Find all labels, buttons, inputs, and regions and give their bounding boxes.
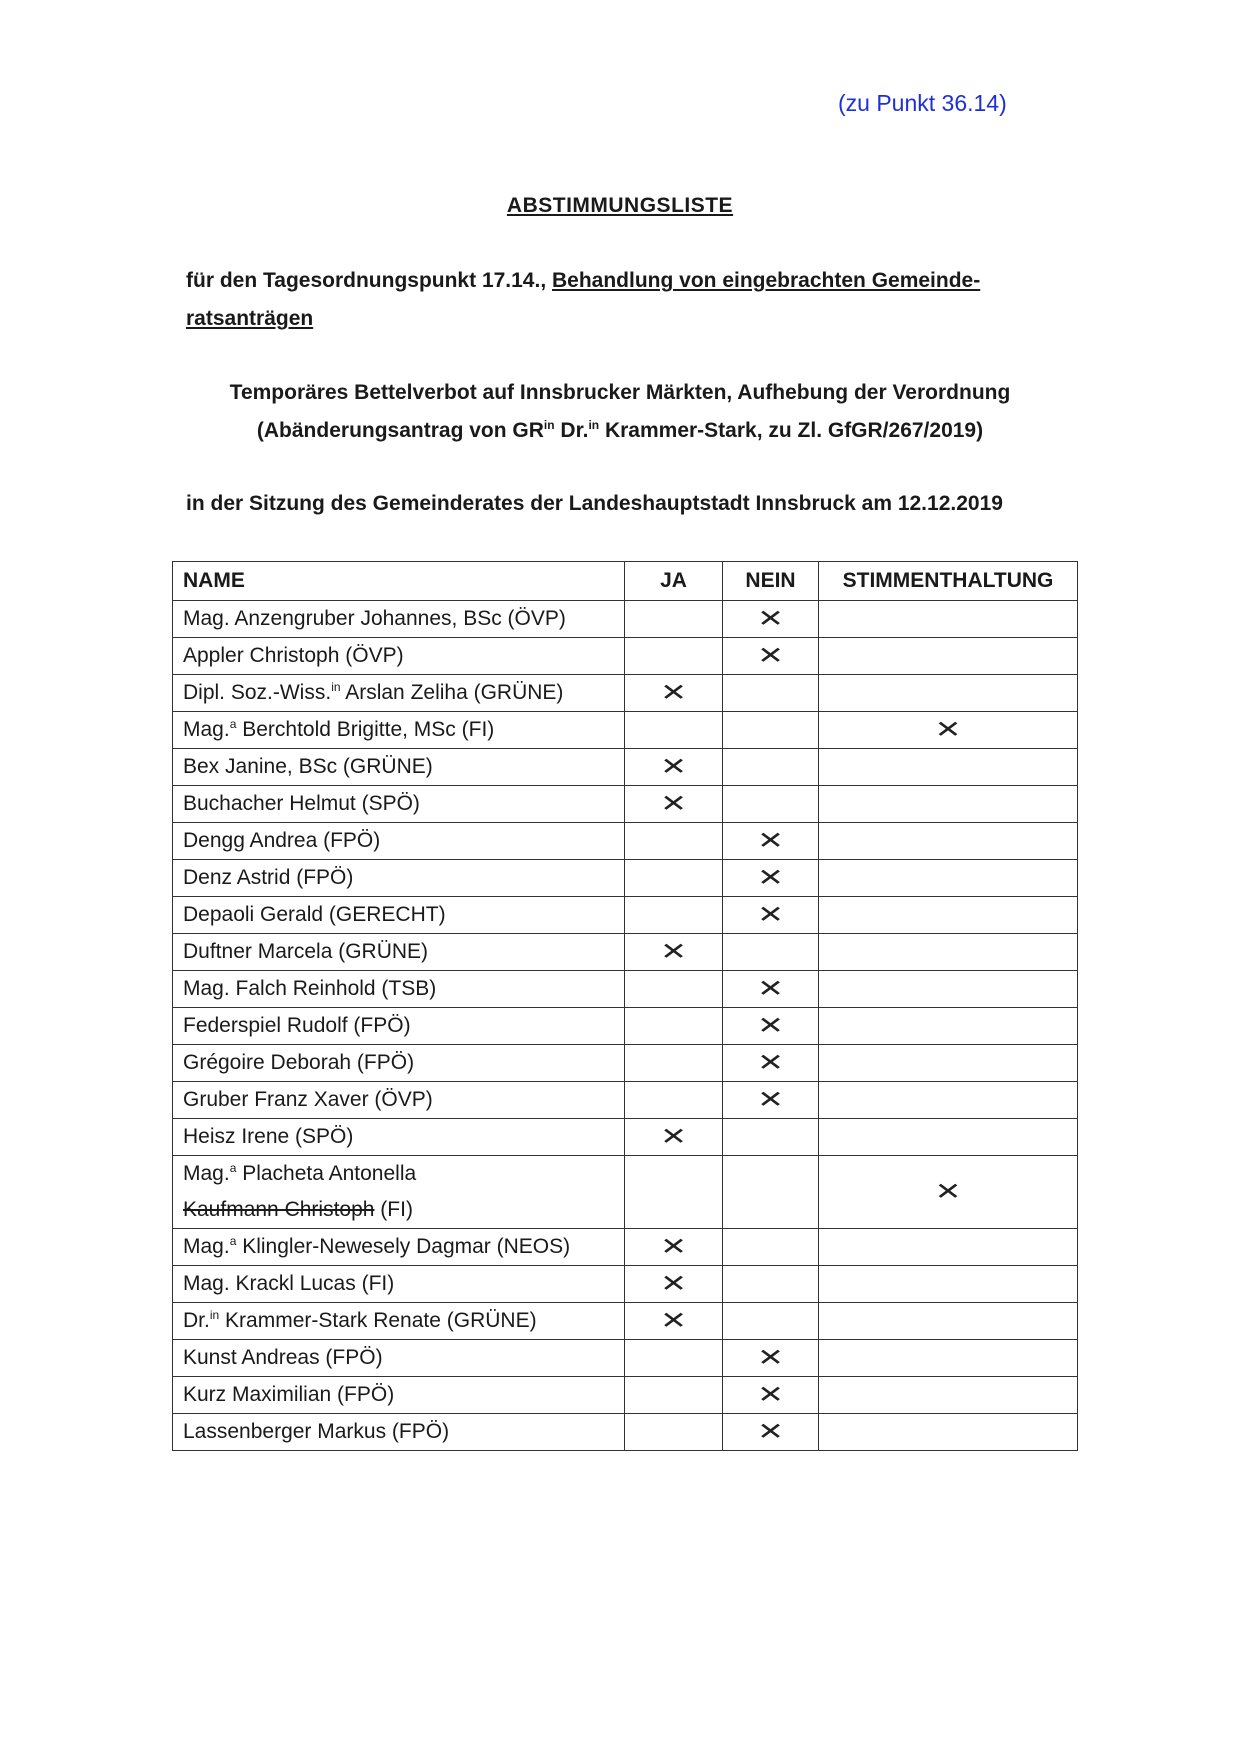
member-name-text: Placheta Antonella bbox=[236, 1162, 417, 1185]
vote-cell-nein bbox=[723, 1303, 819, 1340]
member-name-text: Lassenberger Markus (FPÖ) bbox=[183, 1420, 450, 1443]
vote-cell-nein bbox=[723, 638, 819, 675]
reference-note: (zu Punkt 36.14) bbox=[838, 90, 1007, 116]
cross-mark-icon: ✕ bbox=[757, 1010, 784, 1040]
table-row bbox=[173, 1266, 1078, 1303]
vote-cell-enthaltung bbox=[819, 823, 1078, 860]
agenda-topic-1: Behandlung von eingebrachten Gemeinde- bbox=[552, 269, 981, 292]
vote-cell-enthaltung bbox=[819, 897, 1078, 934]
table-row bbox=[173, 712, 1078, 749]
member-title: Mag. bbox=[183, 1235, 230, 1258]
vote-cell-nein bbox=[723, 1045, 819, 1082]
table-row bbox=[173, 1377, 1078, 1414]
header-name: NAME bbox=[173, 562, 625, 601]
vote-cell-enthaltung bbox=[819, 601, 1078, 638]
table-row bbox=[173, 971, 1078, 1008]
vote-cell-enthaltung bbox=[819, 1045, 1078, 1082]
member-title-sup: a bbox=[229, 1234, 237, 1248]
cross-mark-icon: ✕ bbox=[757, 603, 784, 633]
vote-cell-enthaltung bbox=[819, 934, 1078, 971]
vote-cell-ja bbox=[625, 675, 723, 712]
member-name-text: Denz Astrid (FPÖ) bbox=[183, 866, 354, 889]
member-title-sup: a bbox=[229, 1161, 237, 1175]
member-name-text: Dengg Andrea (FPÖ) bbox=[183, 829, 381, 852]
vote-cell-ja bbox=[625, 1266, 723, 1303]
member-name bbox=[173, 1119, 625, 1156]
vote-cell-enthaltung bbox=[819, 1266, 1078, 1303]
vote-cell-ja bbox=[625, 638, 723, 675]
member-name-text: Federspiel Rudolf (FPÖ) bbox=[183, 1014, 411, 1037]
cross-mark-icon: ✕ bbox=[757, 1342, 784, 1372]
member-title-sup: a bbox=[229, 717, 237, 731]
member-party: (FI) bbox=[374, 1198, 413, 1221]
cross-mark-icon: ✕ bbox=[757, 640, 784, 670]
cross-mark-icon: ✕ bbox=[660, 1268, 687, 1298]
cross-mark-icon: ✕ bbox=[757, 899, 784, 929]
member-name bbox=[173, 1045, 625, 1082]
vote-cell-ja bbox=[625, 1119, 723, 1156]
table-row bbox=[173, 1340, 1078, 1377]
vote-cell-nein bbox=[723, 1377, 819, 1414]
vote-cell-ja bbox=[625, 1414, 723, 1451]
vote-cell-enthaltung bbox=[819, 749, 1078, 786]
session-line: in der Sitzung des Gemeinderates der Landeshauptstadt Innsbruck am 12.12.2019 bbox=[186, 492, 1003, 515]
table-row bbox=[173, 823, 1078, 860]
header-ja: JA bbox=[625, 562, 723, 601]
table-row bbox=[173, 749, 1078, 786]
vote-cell-ja bbox=[625, 971, 723, 1008]
vote-cell-nein bbox=[723, 1082, 819, 1119]
vote-cell-enthaltung bbox=[819, 786, 1078, 823]
table-row bbox=[173, 601, 1078, 638]
member-title: Dr. bbox=[183, 1309, 210, 1332]
member-name-text: Kunst Andreas (FPÖ) bbox=[183, 1346, 383, 1369]
member-name bbox=[173, 1082, 625, 1119]
member-name bbox=[173, 897, 625, 934]
table-row bbox=[173, 1414, 1078, 1451]
member-name bbox=[173, 1229, 625, 1266]
cross-mark-icon: ✕ bbox=[757, 862, 784, 892]
table-row bbox=[173, 1156, 1078, 1229]
table-row bbox=[173, 1045, 1078, 1082]
vote-cell-nein bbox=[723, 934, 819, 971]
vote-cell-ja bbox=[625, 712, 723, 749]
table-row bbox=[173, 1008, 1078, 1045]
member-name bbox=[173, 601, 625, 638]
member-name-text: Gruber Franz Xaver (ÖVP) bbox=[183, 1088, 433, 1111]
agenda-line-1 bbox=[186, 262, 1066, 300]
member-name bbox=[173, 1303, 625, 1340]
vote-cell-enthaltung bbox=[819, 860, 1078, 897]
member-name-text: Buchacher Helmut (SPÖ) bbox=[183, 792, 420, 815]
vote-cell-enthaltung bbox=[819, 712, 1078, 749]
vote-cell-ja bbox=[625, 897, 723, 934]
cross-mark-icon: ✕ bbox=[757, 1047, 784, 1077]
cross-mark-icon: ✕ bbox=[660, 1231, 687, 1261]
agenda-topic-2: ratsanträgen bbox=[186, 307, 314, 330]
member-name-text: Heisz Irene (SPÖ) bbox=[183, 1125, 354, 1148]
table-row bbox=[173, 638, 1078, 675]
vote-cell-ja bbox=[625, 823, 723, 860]
table-row bbox=[173, 1229, 1078, 1266]
vote-cell-nein bbox=[723, 1156, 819, 1229]
member-name bbox=[173, 1156, 625, 1229]
member-name bbox=[173, 971, 625, 1008]
vote-cell-ja bbox=[625, 1008, 723, 1045]
vote-cell-nein bbox=[723, 1229, 819, 1266]
member-name bbox=[173, 823, 625, 860]
member-name-text: Mag. Falch Reinhold (TSB) bbox=[183, 977, 437, 1000]
member-name-text: Bex Janine, BSc (GRÜNE) bbox=[183, 755, 433, 778]
vote-table bbox=[172, 561, 1078, 1451]
table-row bbox=[173, 1082, 1078, 1119]
member-name bbox=[173, 712, 625, 749]
vote-cell-nein bbox=[723, 786, 819, 823]
vote-cell-nein bbox=[723, 749, 819, 786]
member-name bbox=[173, 860, 625, 897]
cross-mark-icon: ✕ bbox=[660, 751, 687, 781]
member-title-sup: in bbox=[209, 1308, 220, 1322]
vote-cell-enthaltung bbox=[819, 1156, 1078, 1229]
vote-cell-ja bbox=[625, 1156, 723, 1229]
vote-cell-ja bbox=[625, 1045, 723, 1082]
member-name bbox=[173, 675, 625, 712]
cross-mark-icon: ✕ bbox=[934, 1176, 962, 1206]
vote-cell-nein bbox=[723, 601, 819, 638]
motion-sup-2: in bbox=[588, 418, 600, 432]
member-name bbox=[173, 1414, 625, 1451]
table-header-row bbox=[173, 562, 1078, 601]
member-name bbox=[173, 1266, 625, 1303]
table-row bbox=[173, 860, 1078, 897]
vote-cell-nein bbox=[723, 860, 819, 897]
member-name-text: Kurz Maximilian (FPÖ) bbox=[183, 1383, 395, 1406]
agenda-line-2 bbox=[186, 300, 1066, 338]
vote-cell-ja bbox=[625, 749, 723, 786]
member-title: Mag. bbox=[183, 718, 230, 741]
member-name-text: Arslan Zeliha (GRÜNE) bbox=[340, 681, 564, 704]
cross-mark-icon: ✕ bbox=[660, 936, 687, 966]
member-name-text: Mag. Krackl Lucas (FI) bbox=[183, 1272, 395, 1295]
vote-cell-enthaltung bbox=[819, 1414, 1078, 1451]
header-nein: NEIN bbox=[723, 562, 819, 601]
vote-cell-enthaltung bbox=[819, 1008, 1078, 1045]
table-row bbox=[173, 1119, 1078, 1156]
member-name-text: Mag. Anzengruber Johannes, BSc (ÖVP) bbox=[183, 607, 566, 630]
vote-cell-nein bbox=[723, 712, 819, 749]
vote-cell-enthaltung bbox=[819, 1340, 1078, 1377]
document-title: ABSTIMMUNGSLISTE bbox=[506, 194, 734, 217]
motion-sup-1: in bbox=[543, 418, 555, 432]
struck-name: Kaufmann Christoph bbox=[183, 1198, 375, 1221]
motion-line-2 bbox=[0, 412, 1240, 450]
member-name-text: Berchtold Brigitte, MSc (FI) bbox=[236, 718, 495, 741]
motion-text-a: (Abänderungsantrag von GR bbox=[256, 419, 544, 442]
vote-cell-ja bbox=[625, 1377, 723, 1414]
member-name-text: Grégoire Deborah (FPÖ) bbox=[183, 1051, 415, 1074]
cross-mark-icon: ✕ bbox=[660, 1121, 687, 1151]
vote-cell-enthaltung bbox=[819, 1303, 1078, 1340]
cross-mark-icon: ✕ bbox=[660, 788, 687, 818]
vote-cell-ja bbox=[625, 1303, 723, 1340]
cross-mark-icon: ✕ bbox=[934, 714, 962, 744]
motion-text-b: Dr. bbox=[554, 419, 589, 442]
motion-line-1: Temporäres Bettelverbot auf Innsbrucker Märkten, Aufhebung der Verordnung bbox=[229, 381, 1011, 404]
cross-mark-icon: ✕ bbox=[660, 677, 687, 707]
vote-cell-ja bbox=[625, 1082, 723, 1119]
member-name-text: Krammer-Stark Renate (GRÜNE) bbox=[219, 1309, 537, 1332]
vote-cell-enthaltung bbox=[819, 638, 1078, 675]
motion-text-c: Krammer-Stark, zu Zl. GfGR/267/2019) bbox=[599, 419, 984, 442]
motion-description bbox=[0, 374, 1240, 450]
vote-cell-nein bbox=[723, 1119, 819, 1156]
member-name-text: Depaoli Gerald (GERECHT) bbox=[183, 903, 446, 926]
table-row bbox=[173, 675, 1078, 712]
member-name-text: Appler Christoph (ÖVP) bbox=[183, 644, 404, 667]
cross-mark-icon: ✕ bbox=[757, 825, 784, 855]
vote-cell-enthaltung bbox=[819, 675, 1078, 712]
vote-cell-enthaltung bbox=[819, 1082, 1078, 1119]
vote-cell-enthaltung bbox=[819, 971, 1078, 1008]
member-name-text: Duftner Marcela (GRÜNE) bbox=[183, 940, 429, 963]
cross-mark-icon: ✕ bbox=[757, 1379, 784, 1409]
vote-cell-ja bbox=[625, 601, 723, 638]
vote-cell-nein bbox=[723, 1414, 819, 1451]
vote-cell-nein bbox=[723, 675, 819, 712]
member-name bbox=[173, 1377, 625, 1414]
vote-cell-ja bbox=[625, 934, 723, 971]
member-name-text: Klingler-Newesely Dagmar (NEOS) bbox=[236, 1235, 571, 1258]
vote-cell-enthaltung bbox=[819, 1229, 1078, 1266]
vote-cell-nein bbox=[723, 1008, 819, 1045]
member-name bbox=[173, 638, 625, 675]
member-title-sup: in bbox=[331, 680, 341, 694]
vote-cell-nein bbox=[723, 1266, 819, 1303]
member-title: Mag. bbox=[183, 1162, 230, 1185]
vote-cell-ja bbox=[625, 1340, 723, 1377]
vote-cell-enthaltung bbox=[819, 1377, 1078, 1414]
vote-cell-nein bbox=[723, 1340, 819, 1377]
table-row bbox=[173, 1303, 1078, 1340]
vote-rows bbox=[173, 601, 1078, 1451]
member-name bbox=[173, 749, 625, 786]
member-name bbox=[173, 1008, 625, 1045]
cross-mark-icon: ✕ bbox=[757, 1416, 784, 1446]
header-enthaltung: STIMMENTHALTUNG bbox=[819, 562, 1078, 601]
vote-cell-ja bbox=[625, 1229, 723, 1266]
member-name bbox=[173, 786, 625, 823]
vote-cell-enthaltung bbox=[819, 1119, 1078, 1156]
vote-cell-nein bbox=[723, 971, 819, 1008]
vote-cell-ja bbox=[625, 786, 723, 823]
member-title: Dipl. Soz.-Wiss. bbox=[183, 681, 332, 704]
cross-mark-icon: ✕ bbox=[660, 1305, 687, 1335]
vote-cell-nein bbox=[723, 823, 819, 860]
table-row bbox=[173, 934, 1078, 971]
cross-mark-icon: ✕ bbox=[757, 1084, 784, 1114]
vote-cell-ja bbox=[625, 860, 723, 897]
agenda-prefix: für den Tagesordnungspunkt 17.14., bbox=[186, 269, 552, 292]
table-row bbox=[173, 897, 1078, 934]
table-row bbox=[173, 786, 1078, 823]
vote-cell-nein bbox=[723, 897, 819, 934]
cross-mark-icon: ✕ bbox=[757, 973, 784, 1003]
member-name bbox=[173, 1340, 625, 1377]
member-name bbox=[173, 934, 625, 971]
